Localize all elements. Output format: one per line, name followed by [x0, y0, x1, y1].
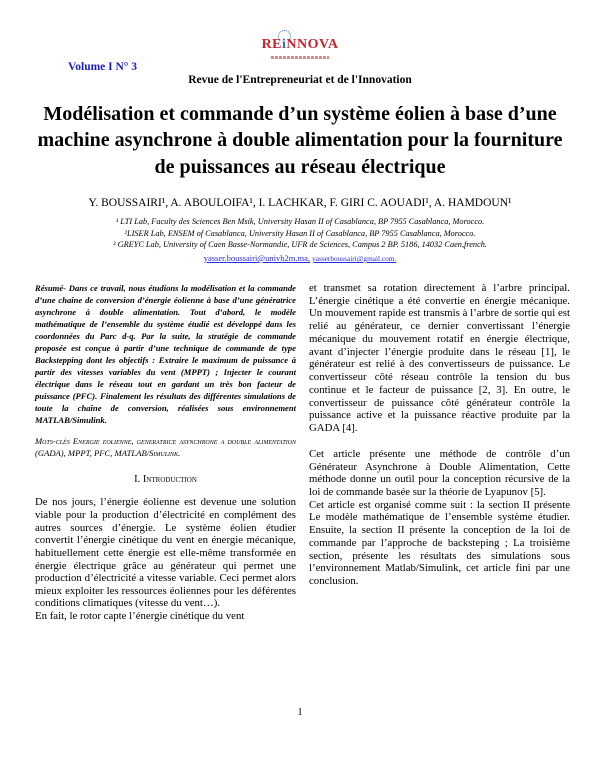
- journal-header: [0, 61, 600, 91]
- authors-line: Y. BOUSSAIRI¹, A. ABOULOIFA¹, I. LACHKAR, F. GIRI C. AOUADI¹, A. HAMDOUN¹: [88, 197, 512, 210]
- intro-paragraph: En fait, le rotor capte l’énergie cinétique du vent: [35, 610, 245, 623]
- journal-name: Revue de l'Entrepreneuriat et de l'Innovation: [188, 74, 412, 86]
- intro-paragraph: Cet article présente une méthode de contrôle d’un Générateur Asynchrone à Double Alimentation, Cette méthode donne un outil pour la conception récursive de la loi de commande basée sur la théorie de Lyapunov [5].: [309, 447, 570, 499]
- emails-line: [0, 253, 600, 263]
- intro-paragraph: Cet article est organisé comme suit : la section II présente Le modèle mathématique de l’ensemble système étudier. Ensuite, la section II présente la conception de la loi de commande par l’approche de backsteping ; La troisième section, présente les résultats des simulations sous l’environnement Matlab/Simulink, cet article fini par une conclusion.: [309, 498, 570, 588]
- affiliation-line-3: ³ GREYC Lab, University of Caen Basse-Normandie, UFR de Sciences, Campus 2 BP. 5186, 14032 Caen,french.: [113, 240, 487, 250]
- introduction-text: [35, 496, 296, 622]
- intro-paragraph: De nos jours, l’énergie éolienne est devenue une solution viable pour la production d’électricité en complément des autres sources d’énergie. Le système éolien étudier convertit l’énergie cinétique du vent en énergie mécanique, habituellement cette énergie est elle-même transformée en énergie électrique grâce au générateur qui permet une production d’électricité a vitesse variable. Ceci permet alors mieux exploiter les ressources éoliennes pour les déférentes conditions climatiques (vitesse du vent…).: [35, 496, 296, 610]
- affiliation-line-1: ¹ LTI Lab, Faculty des Sciences Ben Msik, University Hasan II of Casablanca, BP 7955 Casablanca, Morocco.: [115, 217, 485, 227]
- affiliation-line-2: ²LISER Lab, ENSEM of Casablanca, University Hasan II of Casablanca, BP 7955 Casablanca, Morocco.: [124, 228, 476, 238]
- logo-subtext: [271, 56, 329, 59]
- logo-nnova: NNOVA: [286, 37, 339, 52]
- paper-title: Modélisation et commande d’un système éolien à base d’une machine asynchrone à double alimentation pour la fourniture de puissances au réseau électrique: [37, 103, 563, 178]
- introduction-heading: I. Introduction: [134, 474, 197, 486]
- abstract-paragraph: Résumé- Dans ce travail, nous étudions la modélisation et la commande d’une chaîne de conversion d’énergie éolienne à base d’une génératrice asynchrone à double alimentation. Tout d’abord, le modèle mathématique de l’ensemble du système étudié est développé dans les coordonnées du Parc d-q. Par la suite, la stratégie de commande proposée est conçue à partir d’une technique de commande de type Backstepping dont les objectifs : Extraire le maximum de puissance à partir des vitesses variables du vent (MPPT) ; Injecter le courant électrique dans le réseau tout en gardant un très bon facteur de puissance (PFC). Finalement les résultats des différentes simulations de toute la chaîne de conversion, réalisées sous environnement MATLAB/Simulink.: [35, 283, 296, 426]
- intro-paragraph: et transmet sa rotation directement à l’arbre principal. L’énergie cinétique a été convertie en énergie mécanique. Un mouvement rapide est transmis à l’arbre de sortie qui est relié au générateur, ce dernier convertissant l’énergie mécanique du mouvement rotatif en énergie électrique, avant d’injecter l’énergie produite dans le réseau [1], le générateur est relié à des convertisseurs de puissance. Le convertisseur côté réseau contrôle la tension du bus continue et le facteur de puissance [2, 3]. En outre, le convertisseur de puissance côté générateur contrôle la puissance active et la puissance réactive produite par la GADA [4].: [309, 282, 570, 435]
- keywords-paragraph: Mots-clés Energie eolienne, generatrice asynchrone a double alimentation (GADA), MPPT, PFC, MATLAB/Simulink.: [35, 436, 296, 459]
- logo-i-icon: i: [282, 37, 287, 52]
- affiliations-block: [0, 216, 600, 251]
- logo-re: RE: [261, 37, 283, 52]
- volume-label: Volume I N° 3: [68, 61, 138, 73]
- right-column: [309, 282, 570, 623]
- page-number: 1: [297, 707, 303, 718]
- body-columns: [35, 282, 570, 623]
- logo-wordmark: [262, 37, 339, 52]
- email-primary-link[interactable]: yasser.boussairi@univh2m.ma,: [203, 253, 310, 263]
- journal-logo: [0, 0, 600, 59]
- left-column: [35, 282, 296, 623]
- email-secondary-link[interactable]: yasserboussairi@gmail.com.: [312, 254, 397, 263]
